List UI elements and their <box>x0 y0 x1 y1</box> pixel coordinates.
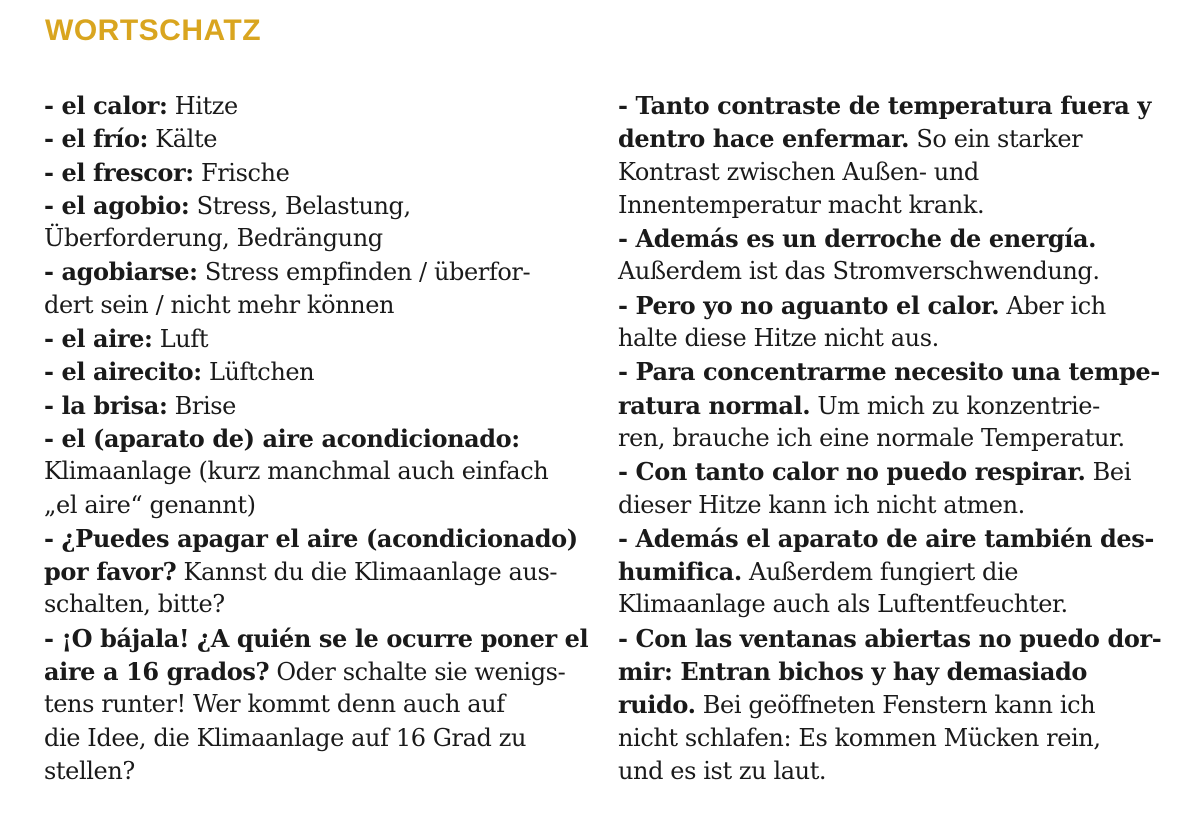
text-line <box>618 555 1178 588</box>
bold-term: - Tanto contraste de temperatura fuera y <box>618 91 1151 120</box>
bold-term: - Además el aparato de aire también des- <box>618 523 1154 553</box>
text-line <box>618 688 1178 721</box>
translation-text: Lüftchen <box>201 358 315 387</box>
text-line <box>44 422 604 455</box>
bold-term: ratura normal. <box>618 390 811 420</box>
translation-text: Kontrast zwischen Außen- und <box>618 157 979 186</box>
text-line <box>618 122 1178 155</box>
translation-text: Außerdem ist das Stromverschwendung. <box>618 257 1100 286</box>
bold-term: - el agobio: <box>44 190 190 220</box>
text-line <box>44 355 604 388</box>
translation-text: Kälte <box>148 125 218 154</box>
bold-term: - Con las ventanas abiertas no puedo dor- <box>618 623 1162 653</box>
translation-text: Innentemperatur macht krank. <box>618 190 985 219</box>
text-line <box>44 489 604 522</box>
bold-term: - ¿Puedes apagar el aire (acondicionado) <box>44 523 578 553</box>
translation-text: Kannst du die Klimaanlage aus- <box>176 558 558 587</box>
bold-term: por favor? <box>44 557 177 587</box>
translation-text: Klimaanlage (kurz manchmal auch einfach <box>44 457 549 486</box>
text-line <box>618 355 1178 388</box>
translation-text: So ein starker <box>909 125 1083 154</box>
vocabulary-column-left <box>44 89 604 788</box>
text-line <box>44 255 604 288</box>
translation-text: Klimaanlage auch als Luftentfeuchter. <box>618 590 1068 619</box>
text-line <box>44 156 604 189</box>
translation-text: stellen? <box>44 756 135 785</box>
text-line <box>618 222 1178 255</box>
text-line <box>44 322 604 355</box>
text-line <box>44 89 604 122</box>
translation-text: Um mich zu konzentrie- <box>810 391 1100 420</box>
text-line <box>618 255 1178 288</box>
bold-term: - Además es un derroche de energía. <box>618 224 1097 254</box>
translation-text: und es ist zu laut. <box>618 756 827 785</box>
text-line <box>44 222 604 255</box>
bold-term: - el airecito: <box>44 357 202 387</box>
text-line <box>618 322 1178 355</box>
text-line <box>618 655 1178 688</box>
text-line <box>44 189 604 222</box>
translation-text: Luft <box>152 325 209 354</box>
bold-term: mir: Entran bichos y hay demasiado <box>618 657 1088 687</box>
text-line <box>618 489 1178 522</box>
translation-text: „el aire“ genannt) <box>44 490 256 519</box>
text-line <box>44 722 604 755</box>
bold-term: ruido. <box>618 690 696 720</box>
translation-text: Stress, Belastung, <box>189 191 411 220</box>
translation-text: dieser Hitze kann ich nicht atmen. <box>618 490 1025 519</box>
text-line <box>618 622 1178 655</box>
translation-text: tens runter! Wer kommt denn auch auf <box>44 690 505 719</box>
translation-text: die Idee, die Klimaanlage auf 16 Grad zu <box>44 723 527 752</box>
bold-term: dentro hace enfermar. <box>618 124 910 154</box>
translation-text: Stress empfinden / überfor- <box>197 258 531 287</box>
text-line <box>44 622 604 655</box>
text-line <box>618 455 1178 488</box>
text-line <box>618 389 1178 422</box>
text-line <box>618 755 1178 788</box>
bold-term: humifica. <box>618 557 742 587</box>
text-line <box>44 122 604 155</box>
text-line <box>618 189 1178 222</box>
text-line <box>44 688 604 721</box>
text-line <box>618 422 1178 455</box>
bold-term: - ¡O bájala! ¿A quién se le ocurre poner el <box>44 623 589 653</box>
text-line <box>618 156 1178 189</box>
text-line <box>618 588 1178 621</box>
translation-text: ren, brauche ich eine normale Temperatur. <box>618 423 1125 452</box>
text-line <box>44 588 604 621</box>
bold-term: - el frío: <box>44 124 149 154</box>
translation-text: Brise <box>167 391 236 420</box>
bold-term: - el aire: <box>44 324 153 354</box>
bold-term: el calor: <box>61 91 168 120</box>
translation-text: halte diese Hitze nicht aus. <box>618 324 939 353</box>
bold-term: - agobiarse: <box>44 257 198 287</box>
text-line <box>44 289 604 322</box>
bold-term: - la brisa: <box>44 390 168 420</box>
bold-term: - Con tanto calor no puedo respirar. <box>618 457 1086 487</box>
bold-term: - Para concentrarme necesito una tempe- <box>618 357 1160 387</box>
bold-term: aire a 16 grados? <box>44 657 270 687</box>
text-line <box>44 455 604 488</box>
section-heading: WORTSCHATZ <box>45 14 262 47</box>
bold-term: - el (aparato de) aire acondicionado: <box>44 423 520 453</box>
translation-text: dert sein / nicht mehr können <box>44 290 395 319</box>
text-line <box>618 522 1178 555</box>
translation-text: Oder schalte sie wenigs- <box>269 658 566 687</box>
text-line <box>44 655 604 688</box>
translation-text: Bei <box>1085 458 1131 487</box>
vocabulary-column-right <box>618 89 1178 788</box>
translation-text: Überforderung, Bedrängung <box>44 224 383 253</box>
text-line <box>618 89 1178 122</box>
translation-text: Hitze <box>167 92 238 120</box>
text-line <box>44 389 604 422</box>
translation-text: Außerdem fungiert die <box>741 558 1019 587</box>
bold-term: - <box>44 91 62 120</box>
text-line <box>44 755 604 788</box>
text-line <box>618 289 1178 322</box>
translation-text: Bei geöffneten Fenstern kann ich <box>695 691 1096 720</box>
translation-text: schalten, bitte? <box>44 590 225 619</box>
text-line <box>44 555 604 588</box>
bold-term: - el frescor: <box>44 157 194 187</box>
bold-term: - Pero yo no aguanto el calor. <box>618 290 1000 320</box>
translation-text: Frische <box>193 158 290 187</box>
text-line <box>618 722 1178 755</box>
translation-text: nicht schlafen: Es kommen Mücken rein, <box>618 723 1101 752</box>
text-line <box>44 522 604 555</box>
translation-text: Aber ich <box>999 291 1106 320</box>
